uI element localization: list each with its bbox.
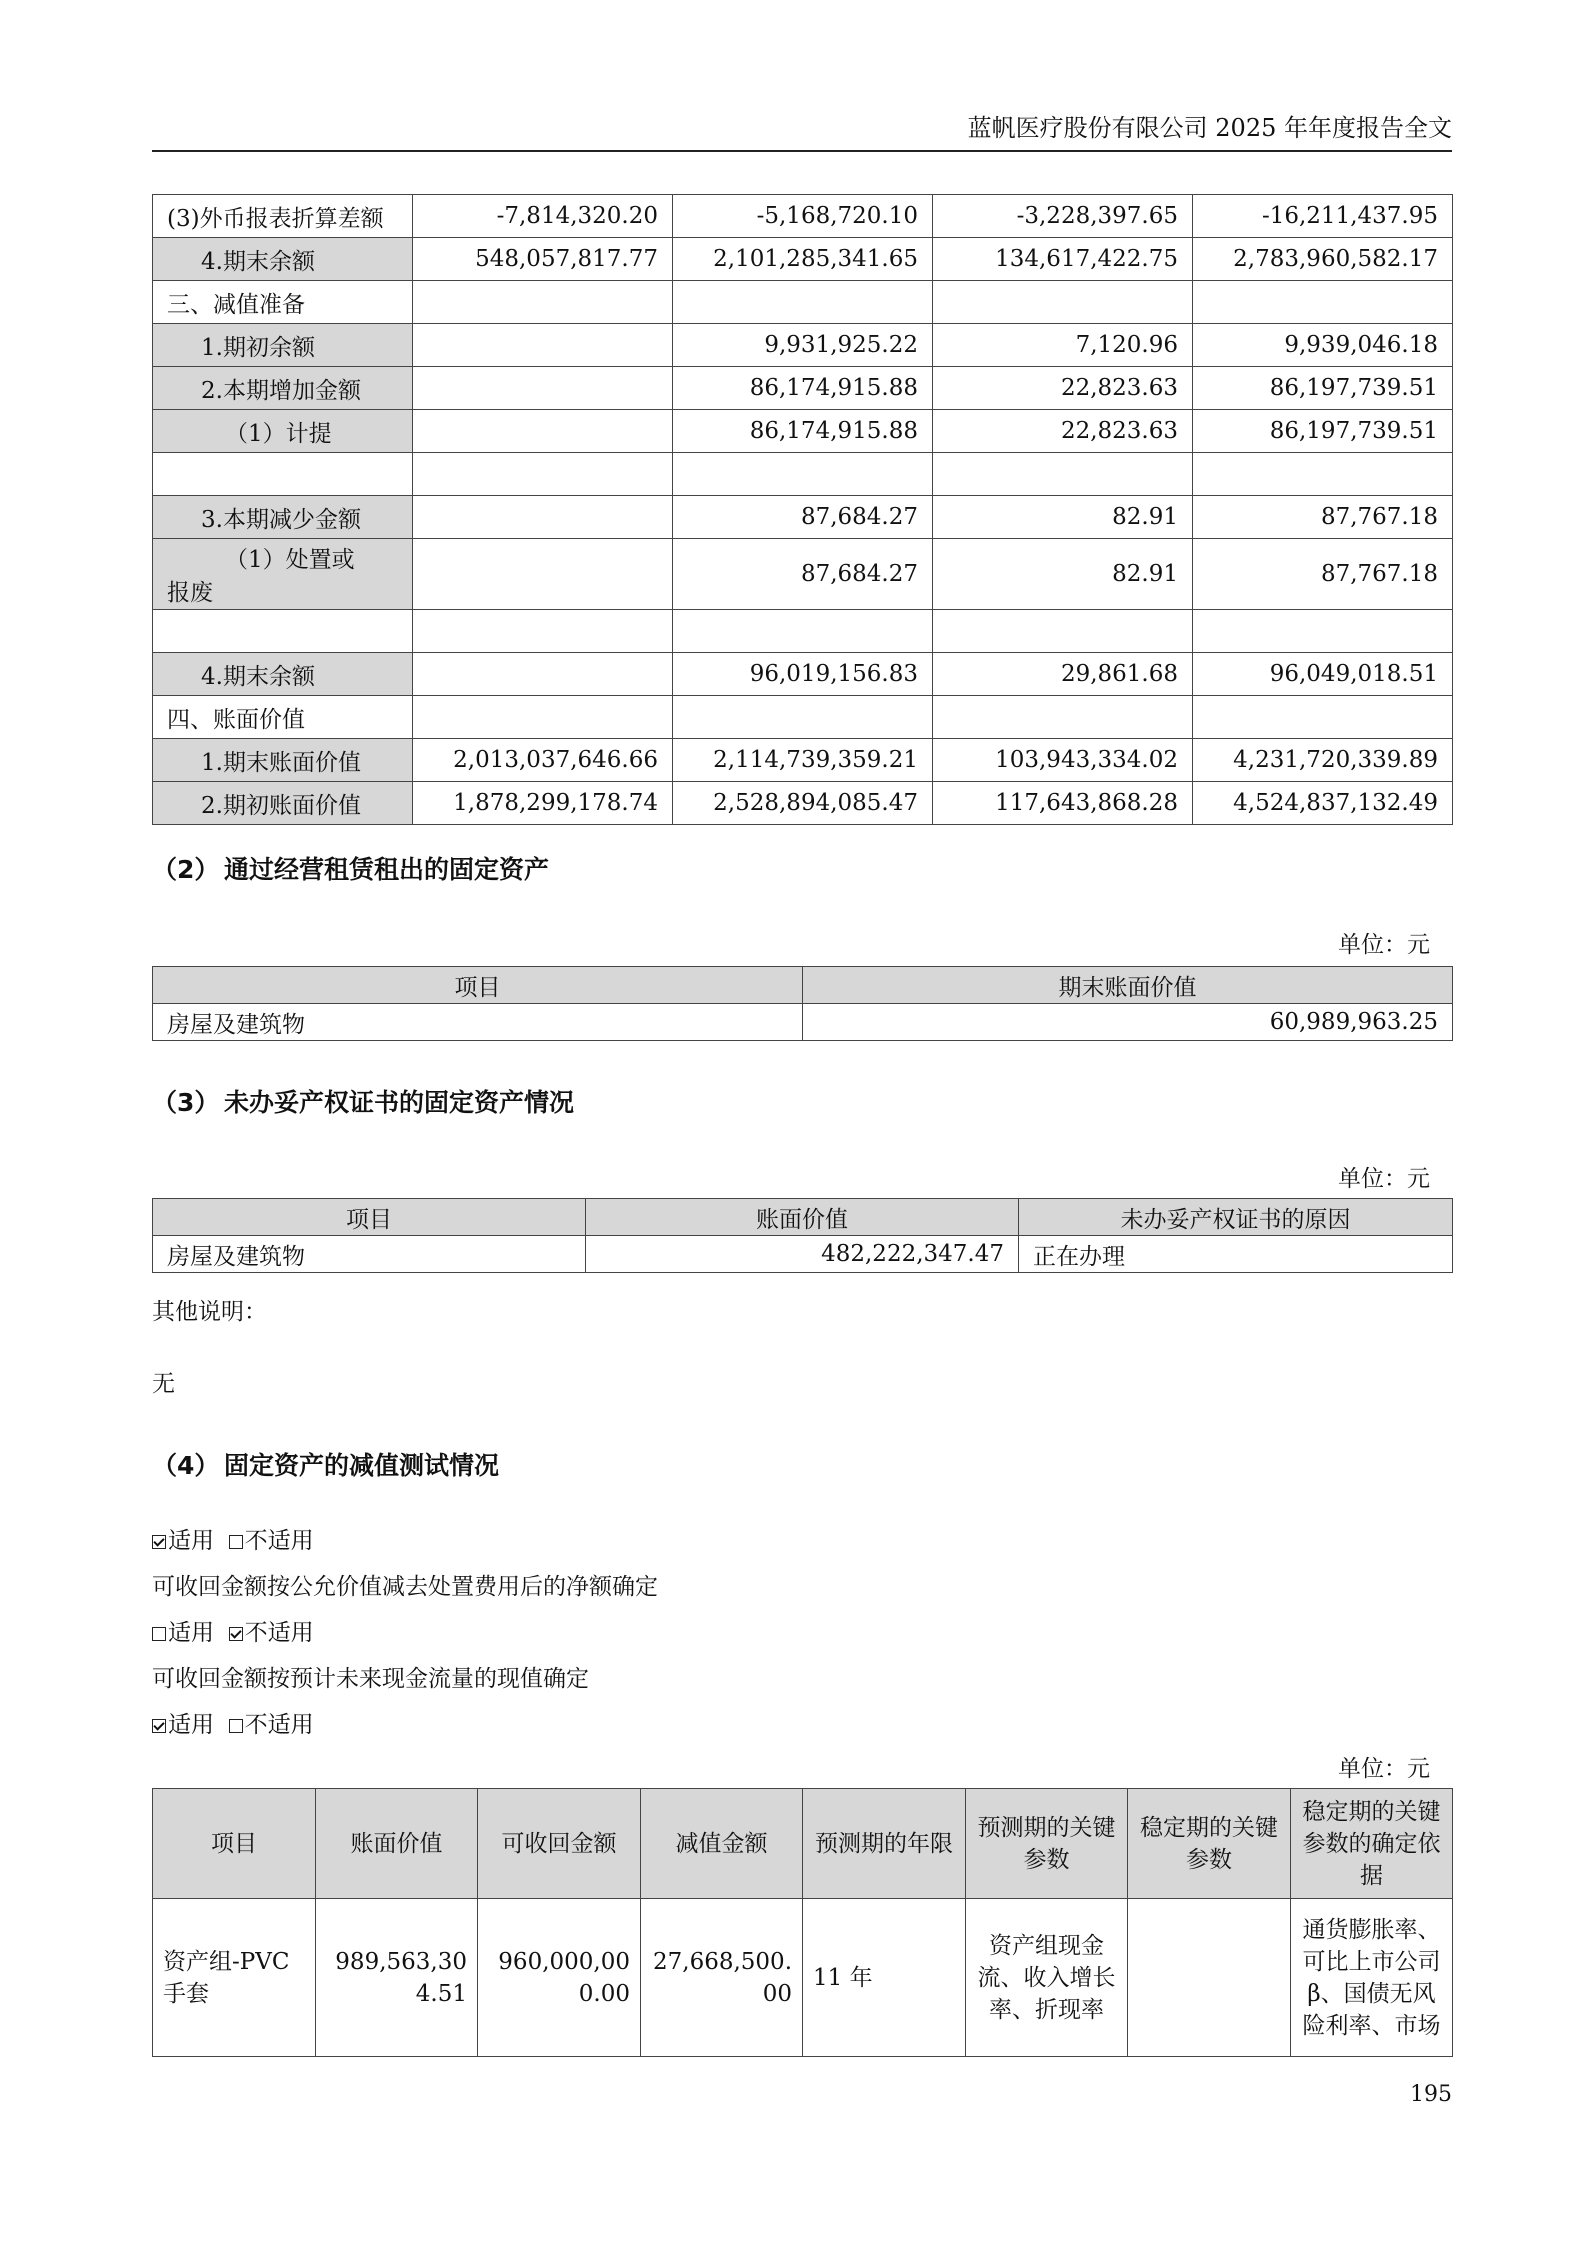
header-cell: 未办妥产权证书的原因 [1019,1199,1453,1236]
book-value-cell: 989,563,304.51 [316,1899,478,2057]
fixed-assets-table [152,194,1453,825]
value-cell [933,610,1193,653]
row-label-cell [153,739,413,782]
value-cell: 2,101,285,341.65 [673,238,933,281]
unit-label: 单位：元 [1338,1166,1430,1192]
value-cell [413,453,673,496]
applicability-line-2 [152,1614,314,1647]
row-label: 四、账面价值 [167,706,305,733]
value-cell: 2,528,894,085.47 [673,782,933,825]
row-label-continued: 报废 [167,580,213,606]
section-title: 通过经营租赁租出的固定资产 [224,855,550,884]
value-cell: 82.91 [933,496,1193,539]
table-header-row [153,1789,1453,1899]
value-cell [1193,610,1453,653]
table-row [153,1899,1453,2057]
unit-label: 单位：元 [1338,932,1430,958]
value-cell: -7,814,320.20 [413,195,673,238]
checkbox-applicable[interactable] [152,1719,166,1733]
value-cell: 29,861.68 [933,653,1193,696]
row-label: 1.期末账面价值 [201,749,361,776]
table-row [153,696,1453,739]
table-row [153,410,1453,453]
value-cell: 87,684.27 [673,539,933,610]
table-row [153,1004,1453,1041]
value-cell: 4,231,720,339.89 [1193,739,1453,782]
value-cell: 87,767.18 [1193,496,1453,539]
option-label: 适用 [168,1620,214,1646]
table-header-row [153,1199,1453,1236]
page-number: 195 [1410,2082,1452,2107]
value-cell: 117,643,868.28 [933,782,1193,825]
value-cell [673,453,933,496]
cash-flow-note: 可收回金额按预计未来现金流量的现值确定 [152,1666,589,1692]
section-title: 固定资产的减值测试情况 [224,1451,500,1480]
value-cell: 9,939,046.18 [1193,324,1453,367]
item-cell: 房屋及建筑物 [153,1236,586,1273]
row-label: 三、减值准备 [167,291,305,318]
table-row [153,1236,1453,1273]
row-label-cell [153,453,413,496]
value-cell: 87,767.18 [1193,539,1453,610]
row-label-cell [153,238,413,281]
section-2-heading [152,850,549,886]
stable-params-cell [1128,1899,1291,2057]
value-cell: -3,228,397.65 [933,195,1193,238]
section-number: （2） [152,855,220,884]
row-label: 1.期初余额 [201,334,315,361]
row-label-cell [153,496,413,539]
row-label: 4.期末余额 [201,663,315,690]
value-cell [413,696,673,739]
value-cell [413,496,673,539]
applicability-line-3 [152,1706,314,1739]
value-cell: 548,057,817.77 [413,238,673,281]
row-label-cell [153,539,413,610]
value-cell [673,281,933,324]
section-number: （4） [152,1451,220,1480]
table-row [153,539,1453,610]
value-cell: 82.91 [933,539,1193,610]
row-label-cell [153,610,413,653]
table-row [153,496,1453,539]
header-cell: 项目 [153,1789,316,1899]
header-cell: 稳定期的关键参数的确定依据 [1291,1789,1453,1899]
section-title: 未办妥产权证书的固定资产情况 [224,1088,575,1117]
row-label: 3.本期减少金额 [201,506,361,533]
report-title: 蓝帆医疗股份有限公司 2025 年年度报告全文 [967,114,1452,142]
value-cell [413,539,673,610]
value-cell: 86,197,739.51 [1193,410,1453,453]
checkbox-not-applicable[interactable] [229,1719,243,1733]
row-label: 2.期初账面价值 [201,792,361,819]
value-cell: -16,211,437.95 [1193,195,1453,238]
value-cell [933,281,1193,324]
value-cell: 60,989,963.25 [803,1004,1453,1041]
value-cell [413,610,673,653]
table-row [153,610,1453,653]
value-cell: 134,617,422.75 [933,238,1193,281]
value-cell: 103,943,334.02 [933,739,1193,782]
row-label: （1）计提 [225,420,332,447]
applicability-line-1 [152,1522,314,1555]
table-row [153,653,1453,696]
header-cell: 减值金额 [641,1789,803,1899]
forecast-params-cell: 资产组现金流、收入增长率、折现率 [966,1899,1128,2057]
value-cell: 96,049,018.51 [1193,653,1453,696]
value-cell: 482,222,347.47 [586,1236,1019,1273]
header-cell: 项目 [153,967,803,1004]
page-header [152,108,1452,152]
other-notes-label: 其他说明： [152,1299,267,1325]
fair-value-note: 可收回金额按公允价值减去处置费用后的净额确定 [152,1574,658,1600]
header-cell: 账面价值 [586,1199,1019,1236]
header-cell: 预测期的关键参数 [966,1789,1128,1899]
value-cell: 86,174,915.88 [673,367,933,410]
option-label: 适用 [168,1712,214,1738]
value-cell [933,696,1193,739]
header-cell: 项目 [153,1199,586,1236]
value-cell: 22,823.63 [933,367,1193,410]
section-4-heading [152,1446,499,1482]
row-label: (3)外币报表折算差额 [167,205,384,232]
row-label: 2.本期增加金额 [201,377,361,404]
years-cell: 11 年 [803,1899,966,2057]
uncertified-assets-table [152,1198,1453,1273]
value-cell [413,324,673,367]
row-label-cell [153,281,413,324]
basis-cell: 通货膨胀率、可比上市公司β、国债无风险利率、市场 [1291,1899,1453,2057]
header-cell: 账面价值 [316,1789,478,1899]
row-label-cell [153,782,413,825]
value-cell [413,281,673,324]
header-cell: 可收回金额 [478,1789,641,1899]
row-label-cell [153,367,413,410]
recoverable-cell: 960,000,000.00 [478,1899,641,2057]
reason-cell: 正在办理 [1019,1236,1453,1273]
table-header-row [153,967,1453,1004]
value-cell: 22,823.63 [933,410,1193,453]
option-label: 不适用 [244,1620,314,1646]
option-label: 适用 [168,1528,214,1554]
row-label: 4.期末余额 [201,248,315,275]
table-row [153,367,1453,410]
value-cell: 7,120.96 [933,324,1193,367]
row-label-cell [153,195,413,238]
header-cell: 稳定期的关键参数 [1128,1789,1291,1899]
value-cell [1193,696,1453,739]
value-cell [673,610,933,653]
value-cell [673,696,933,739]
value-cell: 86,174,915.88 [673,410,933,453]
option-label: 不适用 [244,1528,314,1554]
value-cell [413,653,673,696]
checkbox-not-applicable[interactable] [229,1627,243,1641]
value-cell [1193,453,1453,496]
item-cell: 房屋及建筑物 [153,1004,803,1041]
impairment-cell: 27,668,500.00 [641,1899,803,2057]
impairment-test-table [152,1788,1453,2057]
section-number: （3） [152,1088,220,1117]
row-label-cell [153,696,413,739]
value-cell [933,453,1193,496]
table-row [153,453,1453,496]
value-cell: 96,019,156.83 [673,653,933,696]
value-cell [1193,281,1453,324]
item-cell: 资产组-PVC手套 [153,1899,316,2057]
table-row [153,281,1453,324]
checkbox-not-applicable[interactable] [229,1535,243,1549]
row-label: （1）处置或 [225,547,355,573]
row-label-cell [153,653,413,696]
value-cell: 2,783,960,582.17 [1193,238,1453,281]
value-cell: 86,197,739.51 [1193,367,1453,410]
value-cell [413,410,673,453]
table-row [153,195,1453,238]
value-cell: 87,684.27 [673,496,933,539]
header-cell: 预测期的年限 [803,1789,966,1899]
unit-label: 单位：元 [1338,1756,1430,1782]
row-label-cell [153,324,413,367]
other-notes-value: 无 [152,1371,175,1397]
value-cell: 1,878,299,178.74 [413,782,673,825]
checkbox-applicable[interactable] [152,1535,166,1549]
value-cell: 2,013,037,646.66 [413,739,673,782]
value-cell: 9,931,925.22 [673,324,933,367]
value-cell [413,367,673,410]
leased-assets-table [152,966,1453,1041]
table-row [153,238,1453,281]
checkbox-applicable[interactable] [152,1627,166,1641]
value-cell: -5,168,720.10 [673,195,933,238]
table-row [153,739,1453,782]
value-cell: 4,524,837,132.49 [1193,782,1453,825]
table-row [153,782,1453,825]
header-cell: 期末账面价值 [803,967,1453,1004]
section-3-heading [152,1083,574,1119]
value-cell: 2,114,739,359.21 [673,739,933,782]
option-label: 不适用 [244,1712,314,1738]
table-row [153,324,1453,367]
row-label-cell [153,410,413,453]
